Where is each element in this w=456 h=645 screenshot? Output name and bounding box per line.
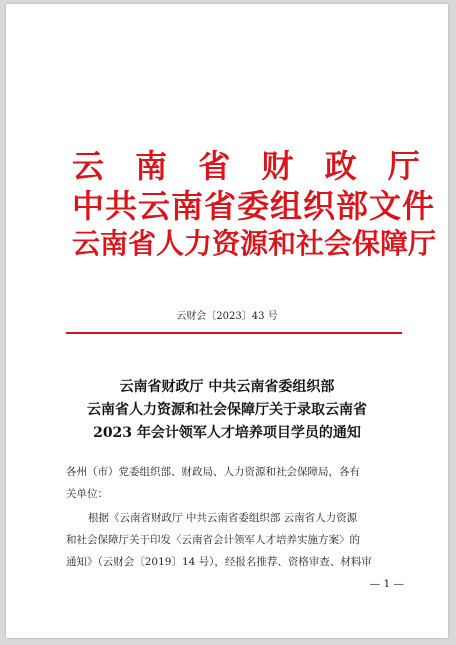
body-paragraph-line-3: 通知》（云财会〔2019〕14 号），经报名推荐、资格审查、材料审 (66, 556, 372, 568)
addressee-line-2: 关单位： (66, 488, 108, 500)
issuer-line-organization-dept: 中共云南省委组织部文件 (72, 187, 436, 225)
body-paragraph-line-2: 和社会保障厅关于印发〈云南省会计领军人才培养实施方案〉的 (66, 534, 360, 546)
document-page (6, 4, 448, 638)
issuer-line-hr-social-security-dept: 云南省人力资源和社会保障厅 (72, 227, 437, 260)
notice-title-line-1: 云南省财政厅 中共云南省委组织部 (119, 379, 335, 395)
notice-title-line-2: 云南省人力资源和社会保障厅关于录取云南省 (87, 402, 367, 418)
document-number: 云财会〔2023〕43 号 (176, 311, 278, 322)
notice-title-line-3: 2023 年会计领军人才培养项目学员的通知 (93, 425, 361, 441)
page-number: — 1 — (369, 578, 404, 590)
issuer-line-finance-dept: 云 南 省 财 政 厅 (72, 147, 430, 185)
body-paragraph-line-1: 根据《云南省财政厅 中共云南省委组织部 云南省人力资源 (88, 512, 358, 524)
red-separator-rule (66, 332, 402, 334)
addressee-line-1: 各州（市）党委组织部、财政局、人力资源和社会保障局，各有 (66, 466, 360, 478)
